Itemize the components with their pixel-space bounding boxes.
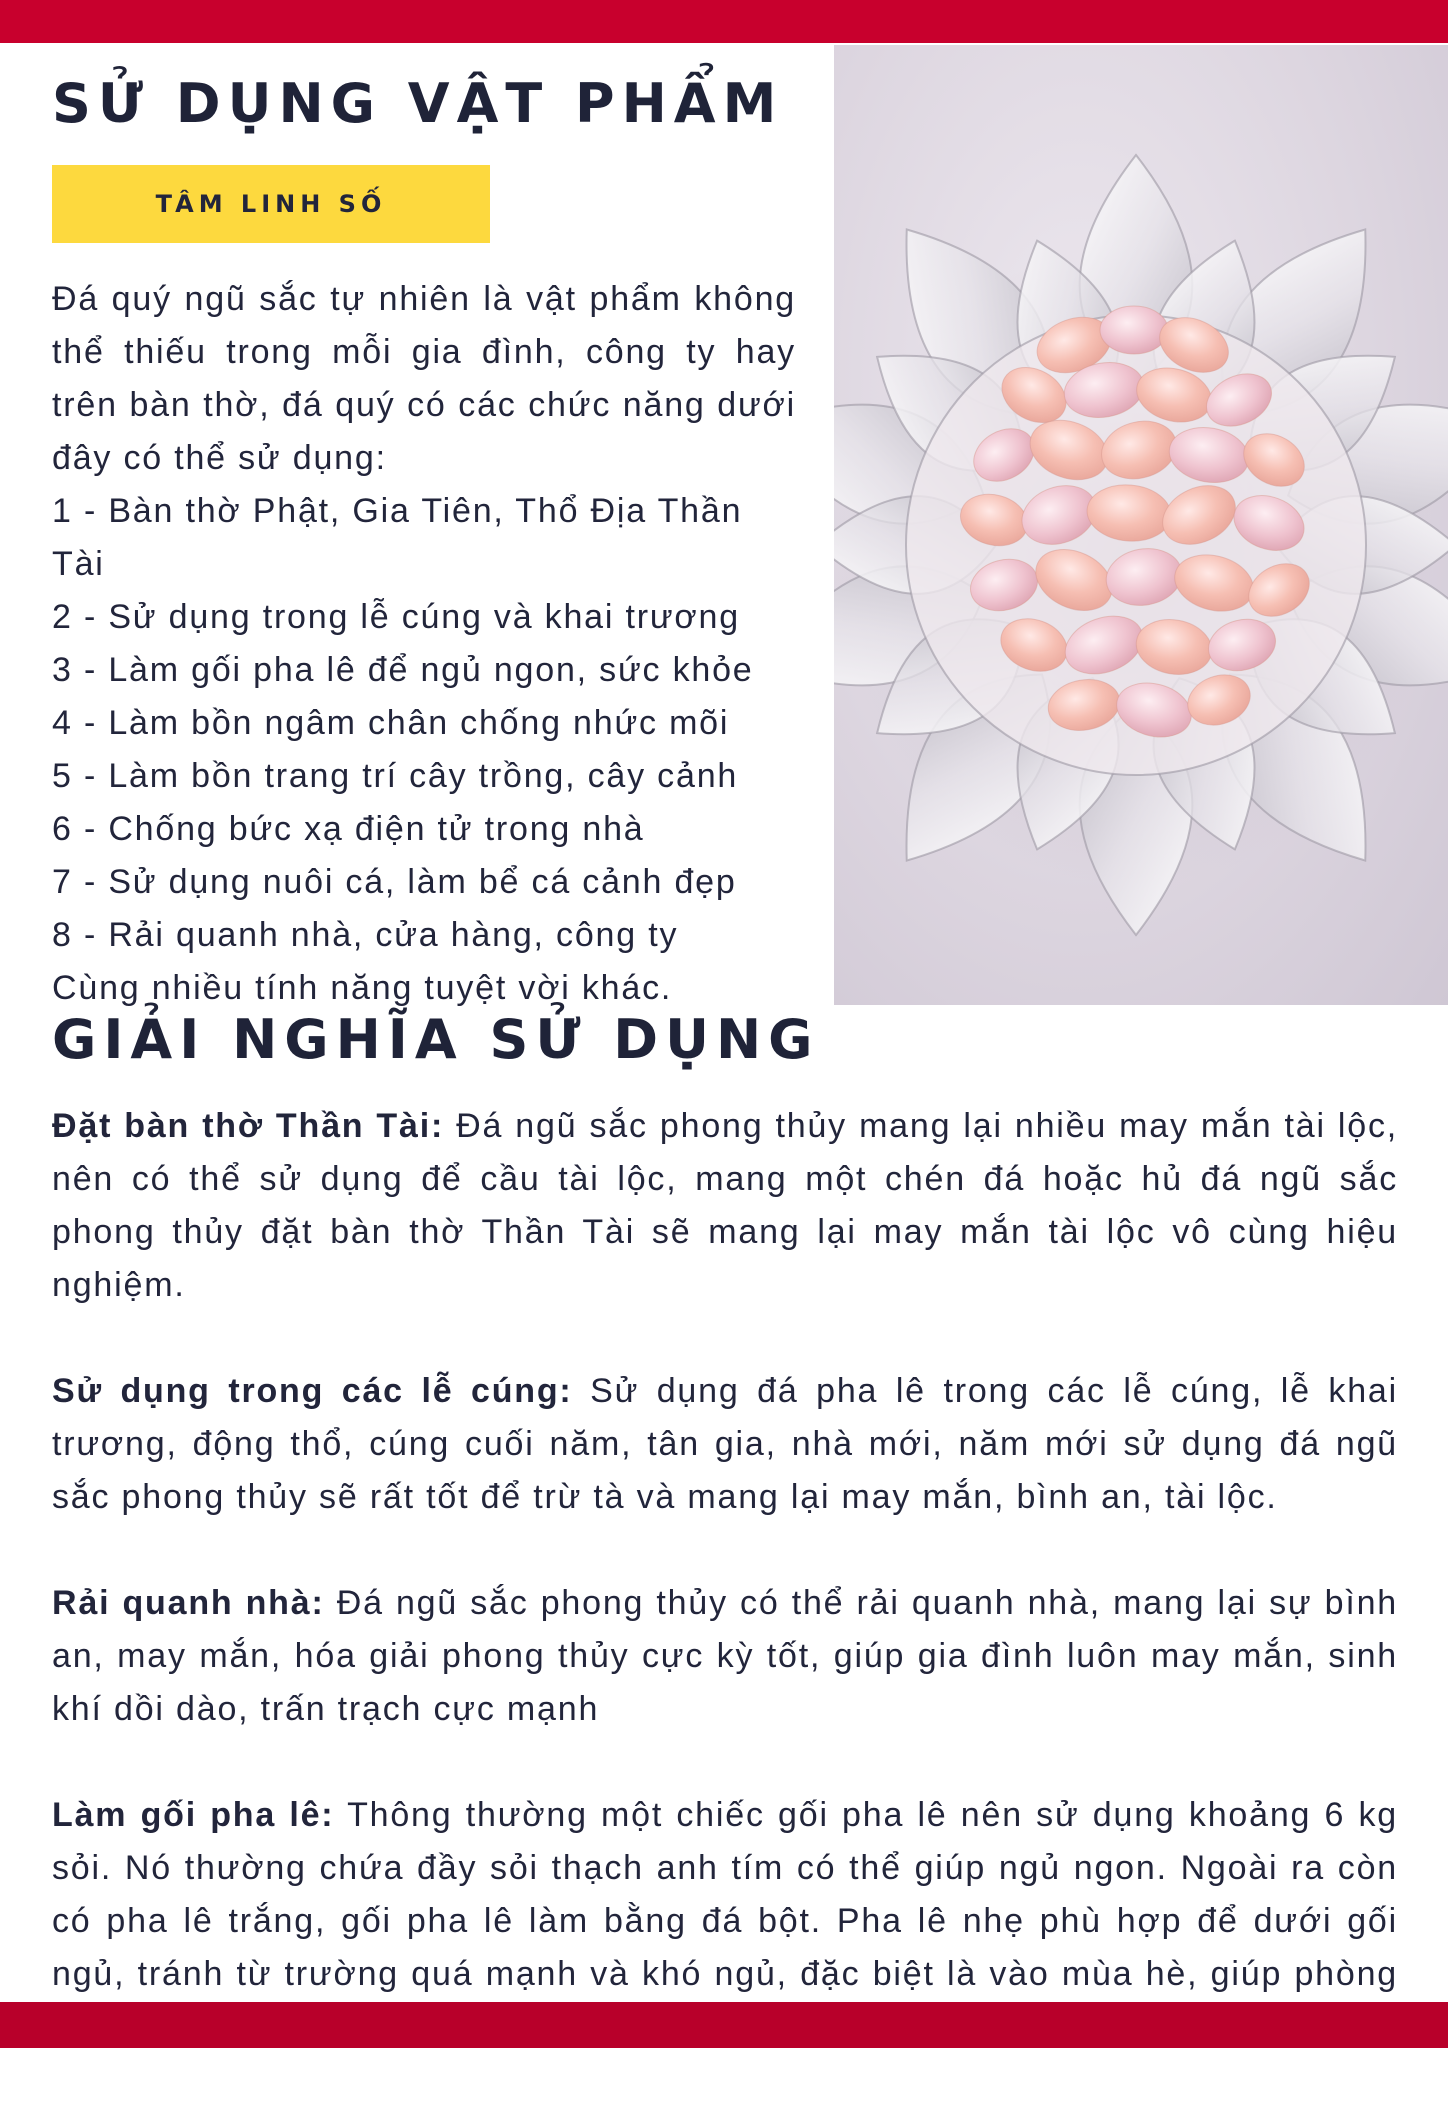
- section-title: GIẢI NGHĨA SỬ DỤNG: [52, 1008, 820, 1071]
- list-item: 4 - Làm bồn ngâm chân chống nhức mõi: [52, 704, 730, 742]
- list-item: 8 - Rải quanh nhà, cửa hàng, công ty: [52, 916, 679, 954]
- category-tag-label: TÂM LINH SỐ: [155, 190, 387, 218]
- explanation-paragraph: [52, 1577, 1398, 1736]
- explanation-paragraph: [52, 1365, 1398, 1524]
- paragraph-text: Thông thường một chiếc gối pha lê nên sử dụng khoảng 6 kg sỏi. Nó thường chứa đầy sỏi thạch anh tím có thể giúp ngủ ngon. Ngoài ra còn có pha lê trắng, gối pha lê làm bằng đá bột. Pha lê nhẹ phù hợp để dưới gối ngủ, tránh từ trường quá mạnh và khó ngủ, đặc biệt là vào mùa hè, giúp phòng: [52, 1796, 1398, 1993]
- crystal-lotus-illustration: [834, 45, 1448, 1005]
- intro-closing: Cùng nhiều tính năng tuyệt vời khác.: [52, 969, 673, 1007]
- crystal-lotus-photo: [834, 45, 1448, 1005]
- list-item: 3 - Làm gối pha lê để ngủ ngon, sức khỏe: [52, 651, 754, 689]
- intro-text-block: [52, 273, 796, 1015]
- list-item: 6 - Chống bức xạ điện tử trong nhà: [52, 810, 645, 848]
- list-item: 1 - Bàn thờ Phật, Gia Tiên, Thổ Địa Thần Tài: [52, 492, 743, 583]
- paragraph-label: Làm gối pha lê:: [52, 1796, 335, 1834]
- list-item: 7 - Sử dụng nuôi cá, làm bể cá cảnh đẹp: [52, 863, 737, 901]
- explanation-paragraph: [52, 1100, 1398, 1312]
- list-item: 5 - Làm bồn trang trí cây trồng, cây cảnh: [52, 757, 739, 795]
- list-item: 2 - Sử dụng trong lễ cúng và khai trương: [52, 598, 740, 636]
- paragraph-label: Đặt bàn thờ Thần Tài:: [52, 1107, 445, 1145]
- paragraph-text: Sử dụng đá pha lê trong các lễ cúng, lễ khai trương, động thổ, cúng cuối năm, tân gia, nhà mới, năm mới sử dụng đá ngũ sắc phong thủy sẽ rất tốt để trừ tà và mang lại may mắn, bình an, tài lộc.: [52, 1372, 1398, 1516]
- paragraph-text: Đá ngũ sắc phong thủy mang lại nhiều may mắn tài lộc, nên có thể sử dụng để cầu tài lộc, mang một chén đá hoặc hủ đá ngũ sắc phong thủy đặt bàn thờ Thần Tài sẽ mang lại may mắn tài lộc vô cùng hiệu nghiệm.: [52, 1107, 1398, 1304]
- paragraph-label: Sử dụng trong các lễ cúng:: [52, 1372, 573, 1410]
- bottom-accent-band: [0, 2002, 1448, 2048]
- paragraph-text: Đá ngũ sắc phong thủy có thể rải quanh nhà, mang lại sự bình an, may mắn, hóa giải phong thủy cực kỳ tốt, giúp gia đình luôn may mắn, sinh khí dồi dào, trấn trạch cực mạnh: [52, 1584, 1398, 1728]
- paragraph-label: Rải quanh nhà:: [52, 1584, 325, 1622]
- category-tag: [52, 165, 490, 243]
- intro-paragraph: Đá quý ngũ sắc tự nhiên là vật phẩm không thể thiếu trong mỗi gia đình, công ty hay trên bàn thờ, đá quý có các chức năng dưới đây có thể sử dụng:: [52, 280, 796, 477]
- top-accent-band: [0, 0, 1448, 43]
- explanation-block: [52, 1100, 1398, 2107]
- page-title: SỬ DỤNG VẬT PHẨM: [52, 72, 784, 135]
